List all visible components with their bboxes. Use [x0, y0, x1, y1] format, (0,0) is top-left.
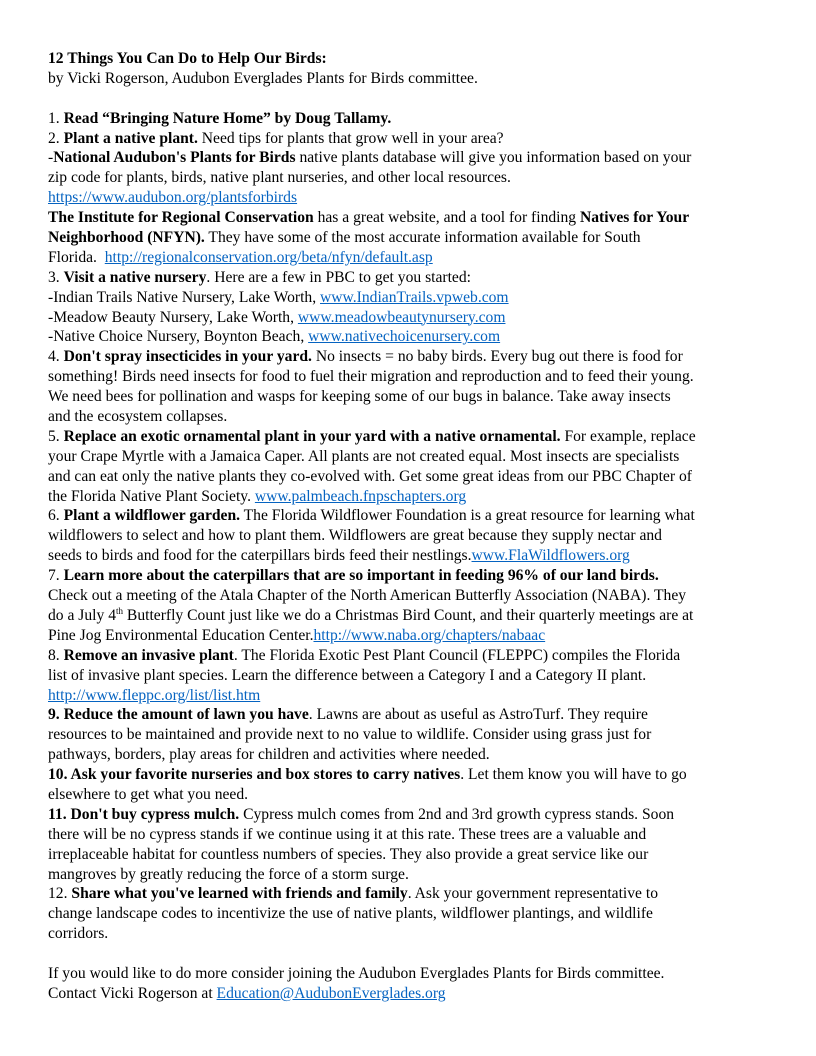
contact-line: Contact Vicki Rogerson at Education@AudubonEverglades.org [48, 984, 446, 1002]
item-5-cont: the Florida Native Plant Society. www.palmbeach.fnpschapters.org [48, 487, 467, 505]
item-11-cont: irreplaceable habitat for countless numbers of species. They also provide a great service like our [48, 845, 649, 863]
item-11-cont: mangroves by greatly reducing the force of a storm surge. [48, 865, 409, 883]
item-3: 3. Visit a native nursery. Here are a few in PBC to get you started: [48, 268, 471, 286]
item-11: 11. Don't buy cypress mulch. Cypress mulch comes from 2nd and 3rd growth cypress stands. Soon [48, 805, 675, 823]
wildflowers-link[interactable]: www.FlaWildflowers.org [471, 547, 630, 565]
closing-line: If you would like to do more consider joining the Audubon Everglades Plants for Birds committee. [48, 964, 665, 982]
item-10-cont: elsewhere to get what you need. [48, 785, 249, 803]
item-4-cont: We need bees for pollination and wasps for keeping some of our bugs in balance. Take away insects [48, 388, 671, 406]
item-11-cont: there will be no cypress stands if we continue using it at this rate. These trees are a valuable and [48, 825, 647, 843]
item-2-audubon: -National Audubon's Plants for Birds native plants database will give you information based on your [48, 149, 692, 167]
item-2-irc: The Institute for Regional Conservation has a great website, and a tool for finding Natives for Your [48, 209, 690, 227]
fnps-link[interactable]: www.palmbeach.fnpschapters.org [254, 487, 467, 505]
item-2-audubon-link-line [48, 188, 778, 208]
item-7-cont: Check out a meeting of the Atala Chapter of the North American Butterfly Association (NABA). They [48, 587, 687, 605]
nursery-link[interactable]: www.meadowbeautynursery.com [297, 308, 506, 326]
item-7: 7. Learn more about the caterpillars that are so important in feeding 96% of our land birds. [48, 567, 659, 585]
item-7-cont: Pine Jog Environmental Education Center.http://www.naba.org/chapters/nabaac [48, 626, 546, 644]
item-6: 6. Plant a wildflower garden. The Florida Wildflower Foundation is a great resource for learning what [48, 507, 695, 525]
item-9-cont: pathways, borders, play areas for children and activities where needed. [48, 746, 490, 764]
blank-line [48, 89, 778, 109]
item-9-cont: resources to be maintained and provide next to no value to wildlife. Consider using grass just for [48, 726, 652, 744]
item-1: 1. Read “Bringing Nature Home” by Doug Tallamy. [48, 109, 392, 127]
item-7-cont: do a July 4th Butterfly Count just like we do a Christmas Bird Count, and their quarterly meetings are at [48, 605, 694, 624]
item-5: 5. Replace an exotic ornamental plant in your yard with a native ornamental. For example, replace [48, 427, 696, 445]
item-12-cont: corridors. [48, 925, 109, 943]
item-12-cont: change landscape codes to incentivize the use of native plants, wildflower plantings, and wildlife [48, 905, 653, 923]
item-8-link-line [48, 686, 778, 706]
item-8: 8. Remove an invasive plant. The Florida Exotic Pest Plant Council (FLEPPC) compiles the Florida [48, 646, 681, 664]
nursery-link[interactable]: www.nativechoicenursery.com [308, 328, 501, 346]
blank-line [48, 944, 778, 964]
nfyn-link[interactable]: http://regionalconservation.org/beta/nfyn/default.asp [104, 248, 433, 266]
item-5-cont: and can eat only the native plants they co-evolved with. Get some great ideas from our PBC Chapter of [48, 467, 692, 485]
item-6-cont: seeds to birds and food for the caterpillars birds feed their nestlings.www.FlaWildflowers.org [48, 547, 630, 565]
item-2-irc-link-line: Florida. http://regionalconservation.org/beta/nfyn/default.asp [48, 248, 433, 266]
item-2: 2. Plant a native plant. Need tips for plants that grow well in your area? [48, 129, 504, 147]
document-title: 12 Things You Can Do to Help Our Birds: [48, 50, 327, 67]
nursery-item: -Indian Trails Native Nursery, Lake Worth, www.IndianTrails.vpweb.com [48, 288, 509, 306]
item-4: 4. Don't spray insecticides in your yard. No insects = no baby birds. Every bug out there is food for [48, 348, 683, 366]
nursery-item: -Meadow Beauty Nursery, Lake Worth, www.meadowbeautynursery.com [48, 308, 506, 326]
item-2-irc-cont: Neighborhood (NFYN). They have some of the most accurate information available for South [48, 229, 641, 247]
document-page [48, 49, 778, 1004]
item-9: 9. Reduce the amount of lawn you have. Lawns are about as useful as AstroTurf. They require [48, 706, 648, 724]
item-6-cont: wildflowers to select and how to plant them. Wildflowers are great because they supply nectar and [48, 527, 662, 545]
item-8-cont: list of invasive plant species. Learn the difference between a Category I and a Category II plant. [48, 666, 647, 684]
nursery-link[interactable]: www.IndianTrails.vpweb.com [320, 288, 509, 306]
item-12: 12. Share what you've learned with friends and family. Ask your government representative to [48, 885, 658, 903]
audubon-link[interactable]: https://www.audubon.org/plantsforbirds [48, 189, 298, 207]
fleppc-link[interactable]: http://www.fleppc.org/list/list.htm [48, 686, 261, 704]
nursery-item: -Native Choice Nursery, Boynton Beach, www.nativechoicenursery.com [48, 328, 501, 346]
byline: by Vicki Rogerson, Audubon Everglades Plants for Birds committee. [48, 69, 478, 87]
email-link[interactable]: Education@AudubonEverglades.org [216, 984, 446, 1002]
naba-link[interactable]: http://www.naba.org/chapters/nabaac [313, 626, 546, 644]
item-2-audubon-cont: zip code for plants, birds, native plant nurseries, and other local resources. [48, 169, 511, 187]
item-4-cont: something! Birds need insects for food to fuel their migration and reproduction and to feed their young. [48, 368, 694, 386]
item-5-cont: your Crape Myrtle with a Jamaica Caper. All plants are not created equal. Most insects are specialists [48, 447, 680, 465]
item-10: 10. Ask your favorite nurseries and box stores to carry natives. Let them know you will have to go [48, 766, 687, 784]
item-4-cont: and the ecosystem collapses. [48, 408, 228, 426]
